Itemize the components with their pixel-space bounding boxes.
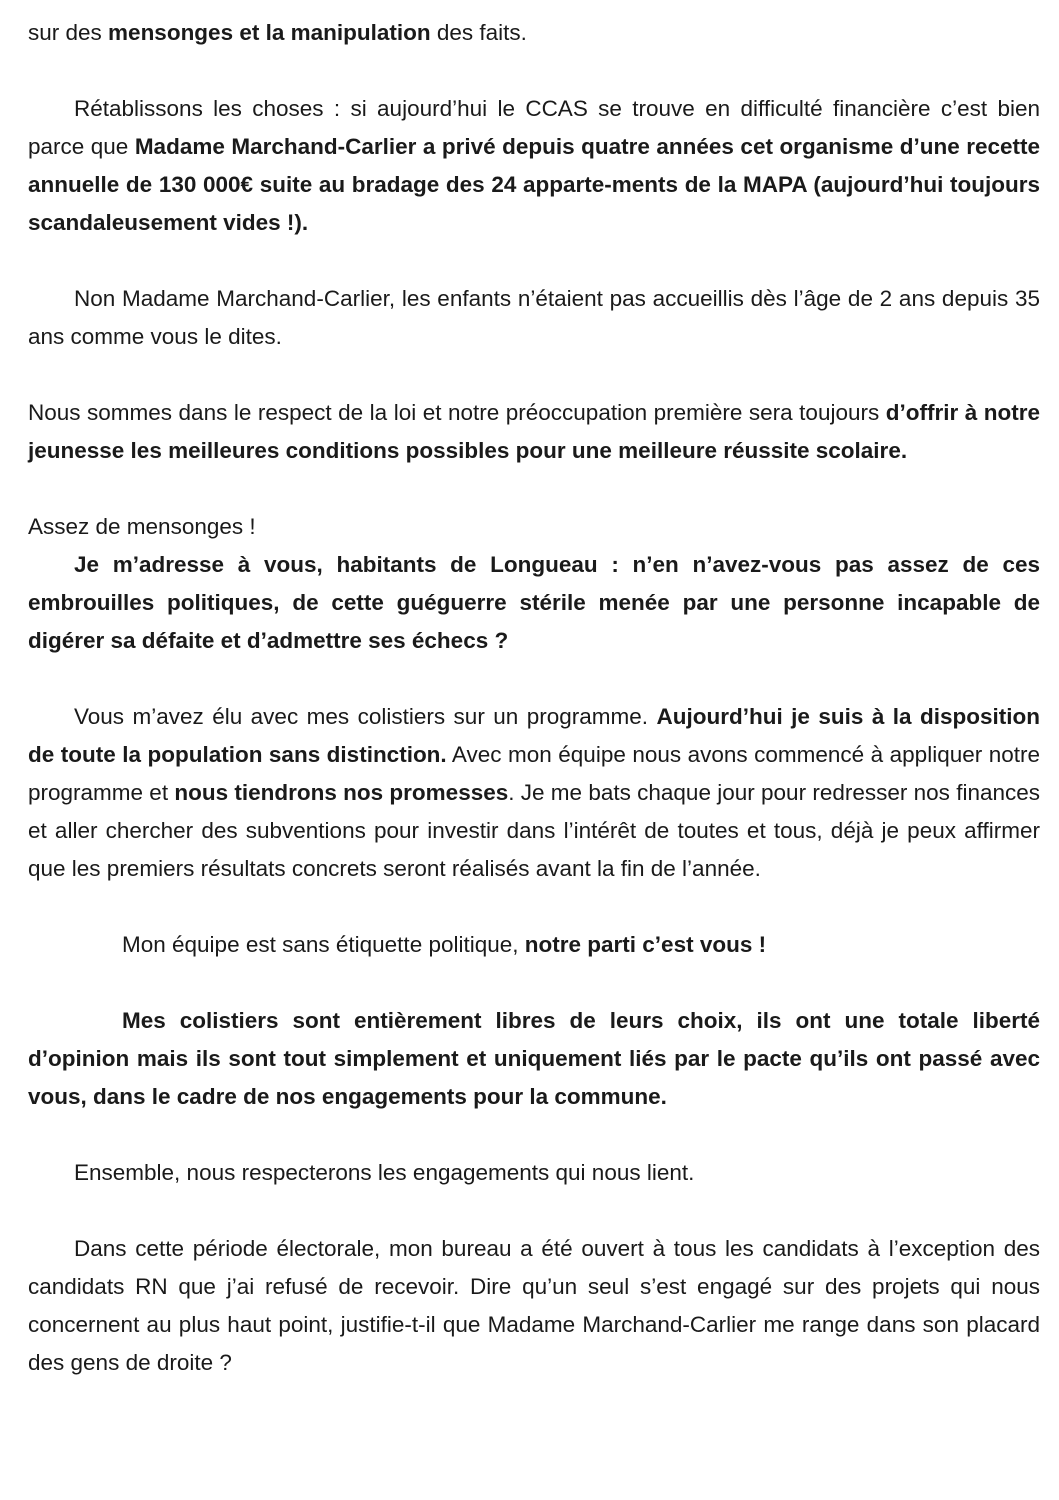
paragraph-3 xyxy=(28,280,1040,356)
paragraph-11 xyxy=(28,1230,1040,1382)
paragraph-1 xyxy=(28,14,1040,52)
text-run: Rétablissons les choses : si aujourd’hui le CCAS se trouve en difficulté financière c’est bien parce que xyxy=(28,96,1040,159)
text-run: sur des xyxy=(28,20,109,45)
paragraph-8 xyxy=(28,926,1040,964)
paragraph-4 xyxy=(28,394,1040,470)
bold-run: nous tiendrons nos promesses xyxy=(174,780,509,805)
bold-run: Aujourd’hui je suis à la disposition de toute la population sans distinction. xyxy=(28,704,1040,767)
text-run: Assez de mensonges ! xyxy=(28,514,256,539)
letter-page xyxy=(28,14,1040,1382)
text-run: Avec mon équipe nous avons commencé à appliquer notre programme et xyxy=(28,742,1040,805)
paragraph-5 xyxy=(28,508,1040,546)
paragraph-10 xyxy=(28,1154,1040,1192)
paragraph-6 xyxy=(28,546,1040,660)
paragraph-9 xyxy=(28,1002,1040,1116)
text-run: Non Madame Marchand-Carlier, les enfants n’étaient pas accueillis dès l’âge de 2 ans depuis 35 ans comme vous le dites. xyxy=(28,286,1040,349)
text-run: des faits. xyxy=(430,20,527,45)
bold-run: Mes colistiers sont entièrement libres de leurs choix, ils ont une totale liberté d’opinion mais ils sont tout simplement et uniquement liés par le pacte qu’ils ont passé avec vous, dans le cadre de nos engagements pour la commune. xyxy=(28,1008,1040,1109)
text-run: Nous sommes dans le respect de la loi et notre préoccupation première sera toujours xyxy=(28,400,886,425)
bold-run: Je m’adresse à vous, habitants de Longueau : n’en n’avez-vous pas assez de ces embrouilles politiques, de cette guéguerre stérile menée par une personne incapable de digérer sa défaite et d’admettre ses échecs ? xyxy=(28,552,1040,653)
bold-run: Madame Marchand-Carlier a privé depuis quatre années cet organisme d’une recette annuelle de 130 000€ suite au bradage des 24 apparte-ments de la MAPA (aujourd’hui toujours scandaleusement vides !). xyxy=(28,134,1040,235)
paragraph-7 xyxy=(28,698,1040,888)
bold-run: mensonges et la manipulation xyxy=(108,20,431,45)
paragraph-2 xyxy=(28,90,1040,242)
bold-run: d’offrir à notre jeunesse les meilleures conditions possibles pour une meilleure réussite scolaire. xyxy=(28,400,1040,463)
text-run: . Je me bats chaque jour pour redresser nos finances et aller chercher des subventions pour investir dans l’intérêt de toutes et tous, déjà je peux affirmer que les premiers résultats concrets seront réalisés avant la fin de l’année. xyxy=(28,780,1040,881)
text-run: Ensemble, nous respecterons les engagements qui nous lient. xyxy=(74,1160,695,1185)
text-run: Vous m’avez élu avec mes colistiers sur un programme. xyxy=(74,704,657,729)
text-run: Mon équipe est sans étiquette politique, xyxy=(122,932,525,957)
text-run: Dans cette période électorale, mon bureau a été ouvert à tous les candidats à l’exception des candidats RN que j’ai refusé de recevoir. Dire qu’un seul s’est engagé sur des projets qui nous concernent au plus haut point, justifie-t-il que Madame Marchand-Carlier me range dans son placard des gens de droite ? xyxy=(28,1236,1040,1375)
bold-run: notre parti c’est vous ! xyxy=(524,932,767,957)
